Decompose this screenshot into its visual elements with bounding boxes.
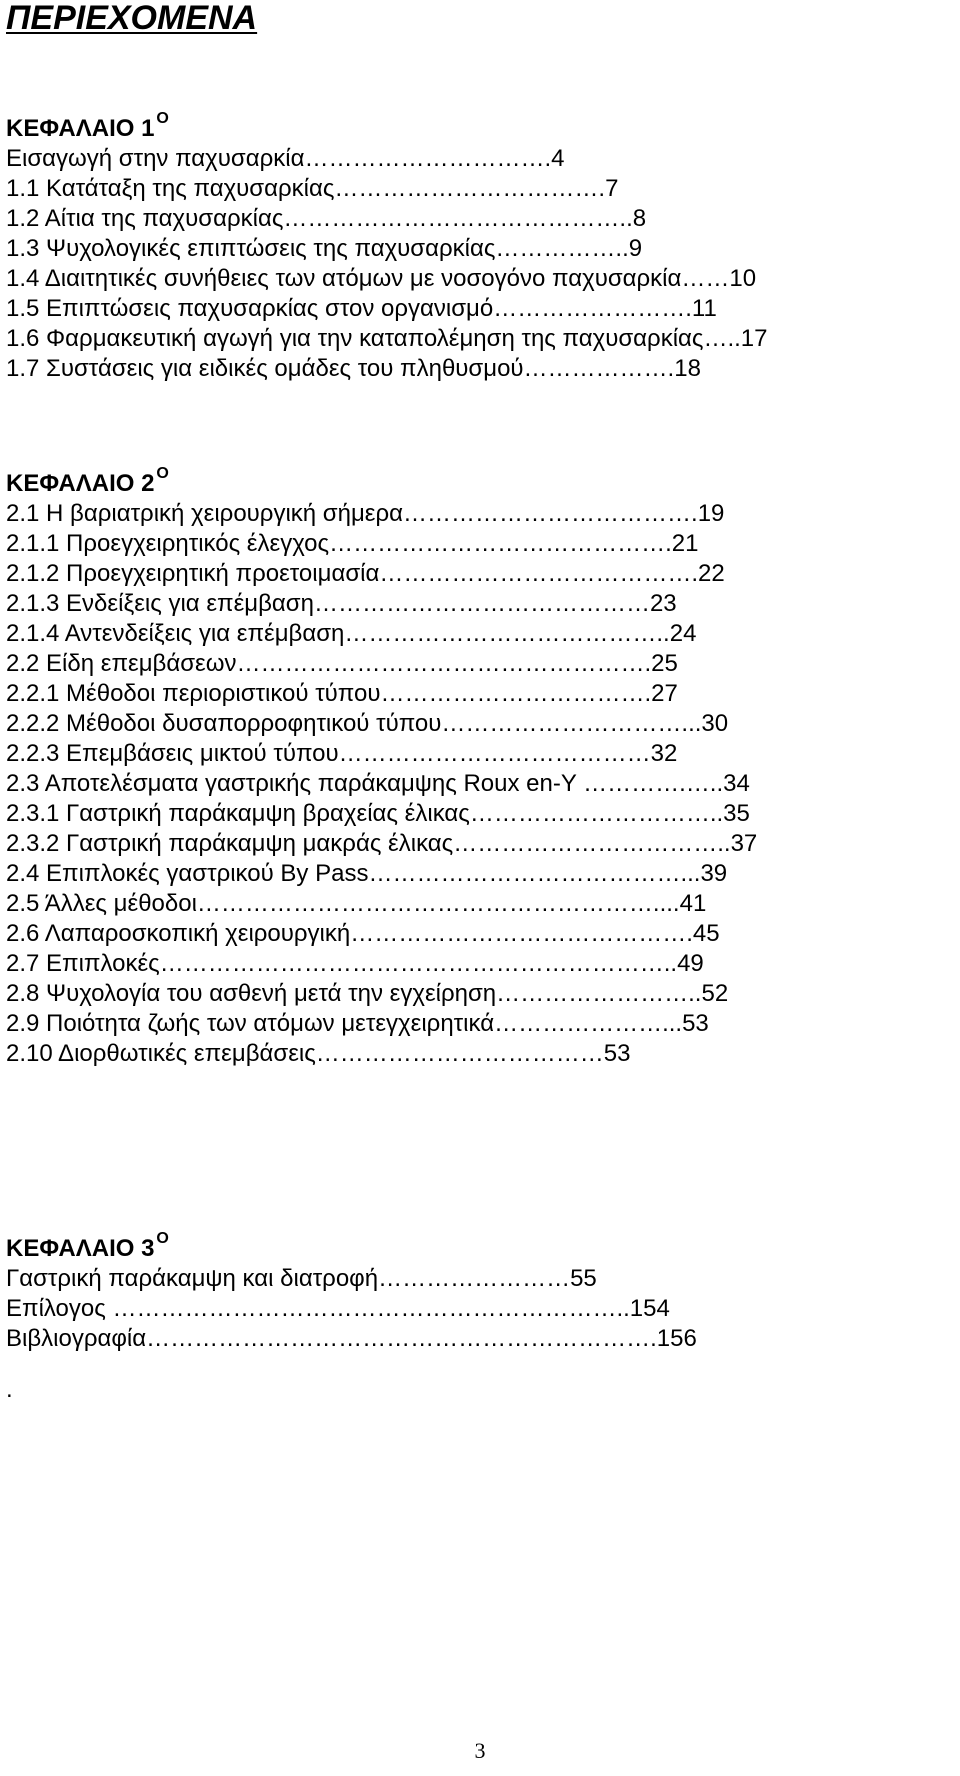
chapter-heading-superscript: Ο <box>156 110 169 127</box>
toc-entry[interactable]: 2.1.2 Προεγχειρητική προετοιμασία………………………………….22 <box>6 560 725 587</box>
page-title: ΠΕΡΙΕΧΟΜΕΝΑ <box>6 0 258 37</box>
chapter-heading-label: ΚΕΦΑΛΑΙΟ 1 <box>6 115 155 142</box>
toc-entry[interactable]: 2.3.1 Γαστρική παράκαμψη βραχείας έλικας…………………………..35 <box>6 800 750 827</box>
toc-entry[interactable]: 2.10 Διορθωτικές επεμβάσεις………………………………53 <box>6 1040 631 1067</box>
page-number: 3 <box>474 1738 486 1763</box>
toc-entry[interactable]: 2.6 Λαπαροσκοπική χειρουργική…………………………………….45 <box>6 920 720 947</box>
toc-entry[interactable]: 2.1.4 Αντενδείξεις για επέμβαση…………………………………..24 <box>6 620 697 647</box>
chapter-heading-superscript: Ο <box>156 1230 169 1247</box>
toc-entry[interactable]: 2.2.3 Επεμβάσεις μικτού τύπου…………………………………32 <box>6 740 678 767</box>
chapter-heading <box>6 1230 960 1264</box>
chapter-heading <box>6 110 960 144</box>
toc-entry[interactable]: Επίλογος ………………………………………………………..154 <box>6 1295 670 1322</box>
chapter-heading-superscript: Ο <box>156 465 169 482</box>
toc-entry[interactable]: 1.4 Διαιτητικές συνήθειες των ατόμων με νοσογόνο παχυσαρκία……10 <box>6 265 757 292</box>
chapter-2-section <box>6 465 960 1069</box>
toc-entry[interactable]: 2.4 Επιπλοκές γαστρικού By Pass…………………………………...39 <box>6 860 728 887</box>
toc-entry[interactable]: Βιβλιογραφία……………………………………………………….156 <box>6 1325 697 1352</box>
toc-entry[interactable]: 2.3.2 Γαστρική παράκαμψη μακράς έλικας……………………………..37 <box>6 830 758 857</box>
toc-entry[interactable]: 1.5 Επιπτώσεις παχυσαρκίας στον οργανισμό…………………….11 <box>6 295 717 322</box>
toc-entry[interactable]: 1.6 Φαρμακευτική αγωγή για την καταπολέμηση της παχυσαρκίας…..17 <box>6 325 768 352</box>
toc-entry[interactable]: 2.1.3 Ενδείξεις για επέμβαση……………………………………23 <box>6 590 677 617</box>
chapter-heading-label: ΚΕΦΑΛΑΙΟ 2 <box>6 470 155 497</box>
chapter-1-section <box>6 110 960 384</box>
toc-entry[interactable]: 1.3 Ψυχολογικές επιπτώσεις της παχυσαρκίας……………..9 <box>6 235 643 262</box>
toc-entry[interactable]: 1.7 Συστάσεις για ειδικές ομάδες του πληθυσμού……………….18 <box>6 355 701 382</box>
chapter-heading-label: ΚΕΦΑΛΑΙΟ 3 <box>6 1235 155 1262</box>
chapter-heading <box>6 465 960 499</box>
stray-dot: . <box>6 1376 13 1403</box>
toc-entry[interactable]: 2.2.2 Μέθοδοι δυσαπορροφητικού τύπου…………………………...30 <box>6 710 729 737</box>
chapter-3-section <box>6 1230 960 1354</box>
toc-entry[interactable]: 2.9 Ποιότητα ζωής των ατόμων μετεγχειρητικά…………………...53 <box>6 1010 709 1037</box>
toc-entry[interactable]: 2.5 Άλλες μέθοδοι…………………………………………………....41 <box>6 890 707 917</box>
toc-entry[interactable]: Γαστρική παράκαμψη και διατροφή……………………55 <box>6 1265 597 1292</box>
toc-entry[interactable]: 2.2.1 Μέθοδοι περιοριστικού τύπου…………………………….27 <box>6 680 678 707</box>
toc-entry[interactable]: 2.8 Ψυχολογία του ασθενή μετά την εγχείρηση……………………..52 <box>6 980 729 1007</box>
toc-entry[interactable]: 2.3 Αποτελέσματα γαστρικής παράκαμψης Roux en-Y ………….…..34 <box>6 770 750 797</box>
toc-entry[interactable]: 1.1 Κατάταξη της παχυσαρκίας…………………………….7 <box>6 175 619 202</box>
toc-entry[interactable]: 2.1.1 Προεγχειρητικός έλεγχος…………………………………….21 <box>6 530 699 557</box>
toc-entry[interactable]: 2.1 Η βαριατρική χειρουργική σήμερα……………………………….19 <box>6 500 725 527</box>
toc-entry[interactable]: 2.2 Είδη επεμβάσεων…………………………………………….25 <box>6 650 678 677</box>
toc-entry[interactable]: 1.2 Αίτια της παχυσαρκίας……………………………………..8 <box>6 205 647 232</box>
toc-entry[interactable]: Εισαγωγή στην παχυσαρκία………………………….4 <box>6 145 565 172</box>
toc-entry[interactable]: 2.7 Επιπλοκές………………………………………………………..49 <box>6 950 704 977</box>
